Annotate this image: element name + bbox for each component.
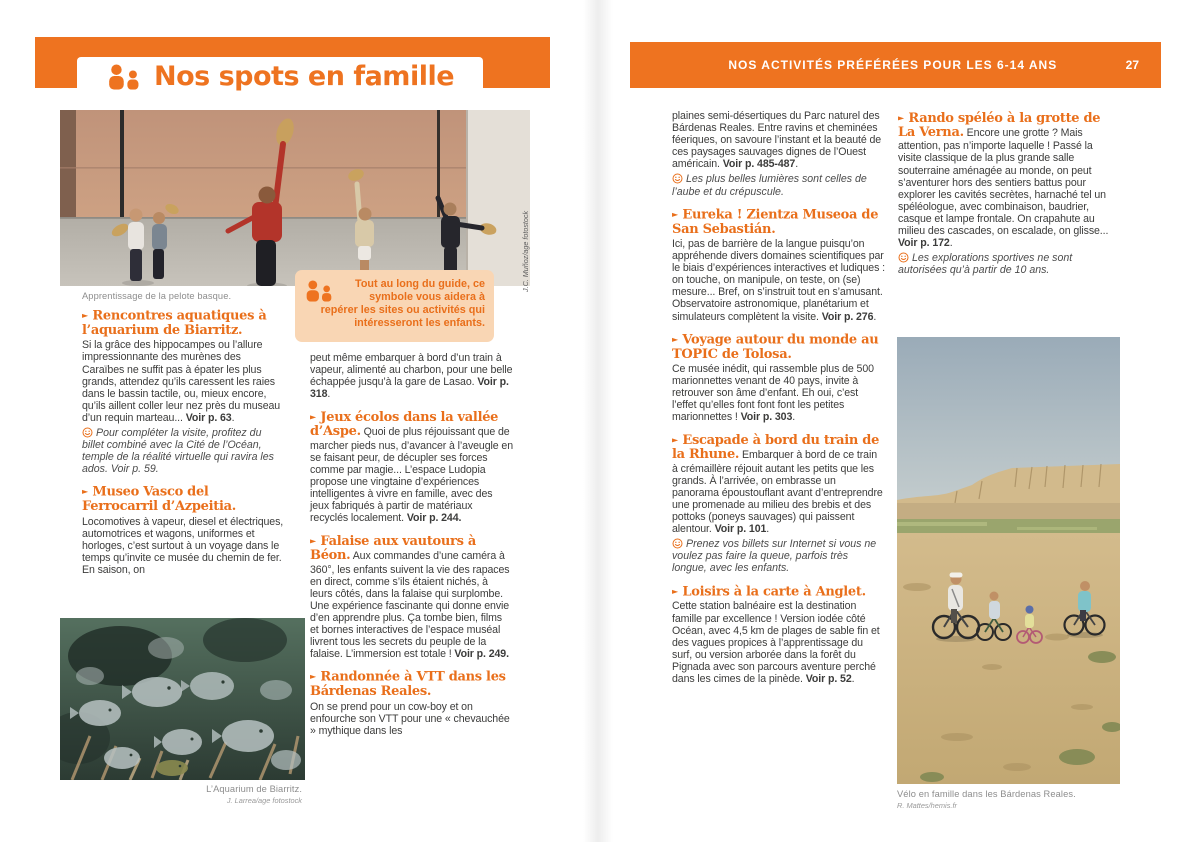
kids-symbol-callout — [295, 270, 494, 342]
body-tail: . — [766, 523, 770, 536]
voir-reference: Voir p. 249. — [454, 648, 509, 661]
section-heading — [672, 207, 885, 237]
body-text: Locomotives à vapeur, diesel et électriques, automotrices et wagons, uniformes et horloges, c’est surtout à un voyage dans le temps qu’invite ce musée du chemin de fer. En saison, on — [82, 515, 284, 577]
voir-reference: Voir p. 485-487 — [722, 158, 796, 171]
right-header-bar — [630, 42, 1161, 88]
section-body — [82, 339, 285, 424]
left-column-1 — [82, 308, 285, 576]
section-body — [82, 516, 285, 576]
family-icon — [106, 64, 144, 90]
section-jeux-ecolos — [310, 409, 513, 524]
bullet-arrow-icon: ► — [310, 671, 317, 682]
bullet-arrow-icon: ► — [310, 411, 317, 422]
section-body — [672, 363, 885, 423]
body-text: On se prend pour un cow-boy et on enfourche son VTT pour une « chevauchée » mythique dans les — [310, 700, 510, 737]
pelote-photo-credit — [521, 280, 631, 292]
heading-text: Rando spéléo à la grotte de La Verna. — [898, 110, 1101, 140]
page-number: 27 — [1125, 58, 1139, 72]
section-rando-speleo — [898, 110, 1116, 276]
section-tip — [898, 252, 1116, 276]
heading-text: Rencontres aquatiques à l’aquarium de Biarritz. — [82, 308, 267, 338]
section-body — [672, 600, 885, 685]
left-header-title-box — [77, 57, 483, 96]
bullet-arrow-icon: ► — [310, 535, 317, 546]
voir-reference: Voir p. 101 — [714, 523, 767, 536]
heading-text: Escapade à bord du train de la Rhune. — [672, 432, 880, 463]
body-text: plaines semi-désertiques du Parc naturel des Bárdenas Reales. Entre ravins et cheminées féeriques, on savoure l’instant et la beauté de ces paysages sauvages dignes de l’Ouest américain. — [672, 110, 882, 171]
section-randonnee-vtt — [310, 669, 513, 737]
aquarium-photo-caption: L’Aquarium de Biarritz. — [206, 784, 302, 794]
bullet-arrow-icon: ► — [672, 333, 679, 344]
right-column-1 — [672, 110, 885, 685]
voir-reference: Voir p. 276 — [821, 310, 874, 323]
smiley-icon — [672, 538, 683, 549]
pelote-photo-caption: Apprentissage de la pelote basque. — [82, 291, 232, 301]
voir-reference: Voir p. 63 — [185, 411, 232, 424]
heading-text: Jeux écolos dans la vallée d’Aspe. — [310, 409, 499, 440]
smiley-icon — [672, 173, 683, 184]
section-body — [310, 533, 513, 660]
body-text: Ici, pas de barrière de la langue puisqu’on appréhende divers domaines scientifiques par le biais d’expériences interactives et ludiques : on touche, on manipule, on teste, on (se) mesure... Bref, on s’instruit tout en s’amusant. Observatoire astronomique, planétarium et simulateurs complètent la visite. — [672, 237, 885, 323]
velo-bardenas-photo — [897, 337, 1120, 784]
section-tip — [672, 538, 885, 574]
voir-reference: Voir p. 318 — [310, 376, 509, 401]
pelote-basque-photo — [60, 110, 530, 286]
bullet-arrow-icon: ► — [898, 112, 905, 122]
body-tail: . — [792, 411, 796, 424]
voir-reference: Voir p. 244. — [406, 512, 462, 525]
section-heading — [310, 669, 513, 699]
body-text: Aux commandes d’une caméra à 360°, les enfants suivent la vie des rapaces en direct, comme s’ils étaient nichés, à leurs côtés, dans la falaise qui surplombe. Une expérience fascinante qui donne envie d’en apprendre plus. Ça tombe bien, films et bornes interactives de l’espace muséal livrent tous les secrets du peuple de la falaise. L’immersion est totale ! — [310, 550, 510, 661]
tip-text: Les plus belles lumières sont celles de l’aube et du crépuscule. — [672, 173, 867, 198]
heading-text: Randonnée à VTT dans les Bárdenas Reales. — [310, 669, 506, 700]
page-title: Nos spots en famille — [153, 61, 455, 92]
body-tail: . — [851, 673, 855, 686]
body-tail: . — [795, 158, 799, 171]
page-gutter — [583, 0, 613, 842]
body-text: Cette station balnéaire est la destination famille par excellence ! Version iodée côté Océan, avec 4,5 km de plages de sable fin et des vagues propices à l’apprentissage du surf, ou version arborée dans la forêt du Pignada avec son parcours aventure perché dans les cimes de la pinède. — [672, 600, 880, 686]
section-body — [898, 110, 1116, 249]
tip-text: Pour compléter la visite, profitez du billet combiné avec la Cité de l’Océan, temple de la réalité virtuelle qui ravira les ados. Voir p. 59. — [82, 426, 274, 476]
heading-text: Loisirs à la carte à Anglet. — [682, 584, 866, 600]
section-tip — [672, 173, 885, 197]
section-body — [672, 432, 885, 535]
continued-paragraph — [672, 110, 885, 170]
heading-text: Voyage autour du monde au TOPIC de Tolosa. — [672, 332, 879, 362]
section-body — [310, 409, 513, 524]
section-body — [310, 701, 513, 737]
body-tail: . — [873, 310, 877, 323]
section-museo-vasco — [82, 484, 285, 576]
section-falaise-vautours — [310, 533, 513, 660]
velo-photo-credit: R. Mattes/hemis.fr — [897, 801, 957, 810]
callout-text: Tout au long du guide, ce symbole vous aidera à repérer les sites ou activités qui intéresseront les enfants. — [320, 278, 485, 329]
body-tail: . — [949, 237, 953, 250]
voir-reference: Voir p. 172 — [898, 237, 950, 250]
right-column-2 — [898, 110, 1116, 276]
running-header: NOS ACTIVITÉS PRÉFÉRÉES POUR LES 6-14 ANS — [728, 58, 1058, 72]
bullet-arrow-icon: ► — [82, 310, 89, 320]
heading-text: Eureka ! Zientza Museoa de San Sebastián. — [672, 207, 879, 237]
body-text: Embarquer à bord de ce train à crémaillère réjouit autant les petits que les grands. À l’arrivée, on embrasse un panorama époustouflant avant d’entreprendre une promenade au milieu des brebis et des pottoks (poneys sauvages) qui paissent alentour. — [672, 449, 883, 536]
section-topic-tolosa — [672, 332, 885, 424]
continued-paragraph — [310, 352, 513, 400]
section-loisirs-anglet — [672, 584, 885, 686]
section-heading — [82, 308, 285, 338]
body-tail: . — [327, 388, 331, 401]
left-column-2 — [310, 352, 513, 737]
aquarium-photo — [60, 618, 305, 780]
body-tail: . — [231, 411, 235, 424]
body-text: peut même embarquer à bord d’un train à vapeur, alimenté au charbon, pour une belle échappée jusqu’à la gare de Lasao. — [310, 352, 513, 389]
family-icon — [304, 280, 336, 302]
tip-text: Les explorations sportives ne sont autorisées qu’à partir de 10 ans. — [898, 252, 1073, 277]
voir-reference: Voir p. 303 — [740, 411, 793, 424]
section-heading — [672, 332, 885, 362]
section-eureka-museoa — [672, 207, 885, 323]
bullet-arrow-icon: ► — [82, 486, 89, 497]
section-rencontres-aquatiques — [82, 308, 285, 475]
section-train-rhune — [672, 432, 885, 574]
section-tip — [82, 427, 285, 475]
body-text: Si la grâce des hippocampes ou l’allure impressionnante des murènes des Caraïbes ne suffit pas à épater les plus grands, attendez qu’ils caressent les raies dans le bassin tactile, ou, mieux encore, qu’ils aillent coller leur nez près du museau d’un requin marteau... — [82, 339, 281, 424]
aquarium-photo-credit: J. Larrea/age fotostock — [226, 796, 302, 805]
tip-text: Prenez vos billets sur Internet si vous ne voulez pas faire la queue, parfois très longue, avec les enfants. — [672, 538, 877, 575]
velo-photo-caption: Vélo en famille dans les Bárdenas Reales. — [897, 789, 1076, 799]
section-heading — [82, 484, 285, 514]
heading-text: Museo Vasco del Ferrocarril d’Azpeitia. — [82, 484, 236, 515]
bullet-arrow-icon: ► — [672, 585, 679, 596]
body-text: Quoi de plus réjouissant que de marcher pieds nus, d’avancer à l’aveugle en se faisant peur, de décupler ses forces comme par magie... L’espace Ludopia propose une vingtaine d’expériences intelligentes à vivre en famille, avec des jeux fabriqués à partir de matériaux recyclés localement. — [310, 426, 513, 525]
body-text: Encore une grotte ? Mais attention, pas n’importe laquelle ! Passé la visite classique de la plus grande salle souterraine aménagée au monde, on peut s’aventurer hors des sentiers battus pour explorer les cavités secrètes, harnaché tel un spéléologue, avec combinaison, baudrier, casque et lampe frontale. On crapahute au milieu des cascades, on escalade, on glisse... — [898, 126, 1109, 237]
voir-reference: Voir p. 52 — [805, 673, 852, 686]
smiley-icon — [898, 252, 909, 263]
section-heading — [672, 584, 885, 600]
bullet-arrow-icon: ► — [672, 434, 679, 445]
smiley-icon — [82, 427, 93, 438]
bullet-arrow-icon: ► — [672, 208, 679, 219]
section-body — [672, 238, 885, 323]
heading-text: Falaise aux vautours à Béon. — [310, 533, 476, 564]
body-text: Ce musée inédit, qui rassemble plus de 500 marionnettes venant de 40 pays, invite à retrouver son âme d’enfant. Eh oui, c’est l’effet qu’elles font font font les petites marionnettes ! — [672, 362, 874, 424]
